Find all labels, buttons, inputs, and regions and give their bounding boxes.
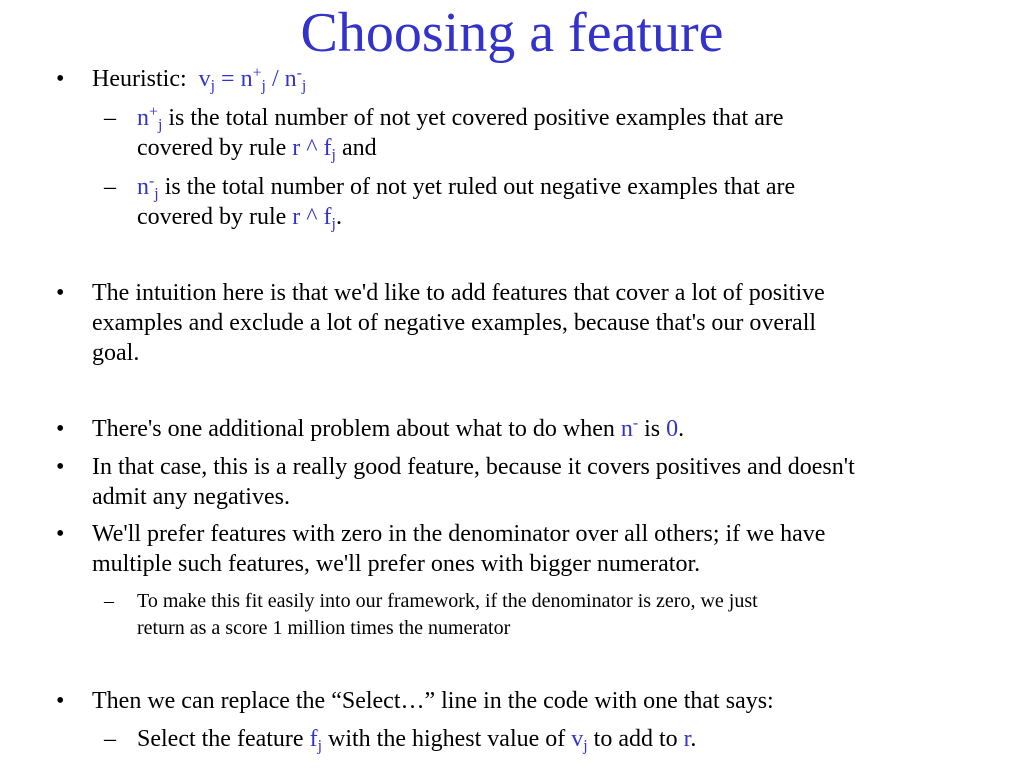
bullet-text: The intuition here is that we'd like to add features that cover a lot of positive examples and exclude a lot of negative examples, because that's our overall goal.	[92, 280, 825, 366]
subbullet-text: $n^-_j$ is the total number of not yet ruled out negative examples that are covered by rule r ^ $f_j$.	[137, 172, 796, 233]
dash-glyph: –	[104, 590, 114, 612]
bullet-glyph: •	[56, 454, 65, 480]
subbullet-text: Select the feature $f_j$ with the highest value of $v_j$ to add to r.	[137, 726, 697, 755]
bullet-text: In that case, this is a really good feature, because it covers positives and doesn't admit any negatives.	[92, 454, 855, 510]
dash-glyph: –	[104, 726, 116, 752]
bullet-glyph: •	[56, 521, 65, 547]
bullet-text	[92, 64, 1007, 94]
bullet-glyph: •	[56, 66, 65, 92]
subbullet-text: $n^+_j$ is the total number of not yet covered positive examples that are covered by rule r ^ $f_j$ and	[137, 103, 784, 164]
slide-title: Choosing a feature	[300, 2, 724, 64]
subbullet-text: To make this fit easily into our framework, if the denominator is zero, we just return as a score 1 million times the numerator	[137, 590, 758, 639]
dash-glyph: –	[104, 174, 116, 200]
bullet-text: Then we can replace the “Select…” line in the code with one that says:	[92, 688, 774, 714]
bullet-text: There's one additional problem about what to do when n- is 0.	[92, 414, 685, 442]
bullet-glyph: •	[56, 688, 65, 714]
heuristic-label: Heuristic:	[92, 66, 187, 92]
bullet-glyph: •	[56, 280, 65, 306]
dash-glyph: –	[104, 105, 116, 131]
bullet-text: We'll prefer features with zero in the denominator over all others; if we have multiple such features, we'll prefer ones with bigger numerator.	[92, 521, 826, 577]
bullet-glyph: •	[56, 416, 65, 442]
heuristic-formula: $v_j = n^+_j / n^-_j$	[198, 64, 307, 95]
